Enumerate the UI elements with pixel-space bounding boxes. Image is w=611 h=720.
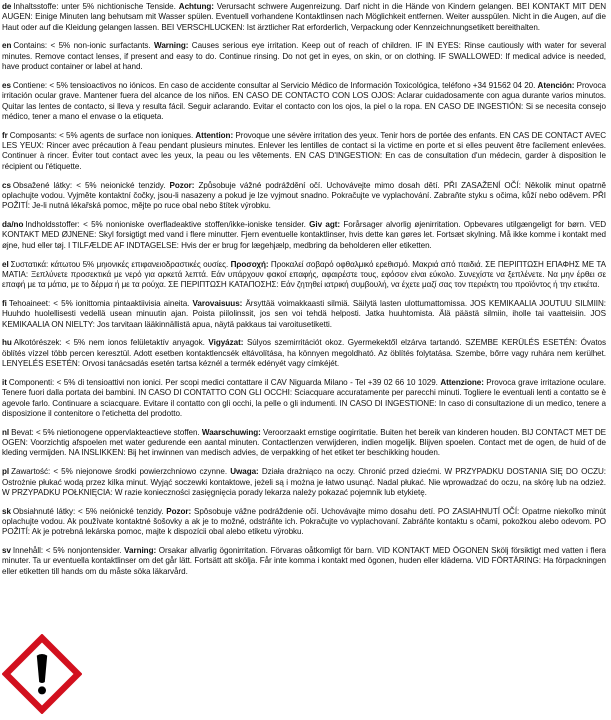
signal-word: Attenzione: xyxy=(440,377,484,387)
section-text: Provoca irritación ocular grave. Mantener fuera del alcance de los niños. EN CASO DE CONTACTO CON LOS OJOS: Aclarar cuidadosamente con agua durante varios minutos. Quitar las lentes de contacto, si lleva y resulta fácil. Seguir aclarando. Evitar el contacto con los ojos, la piel o la ropa. EN CASO DE INGESTIÓN: Si se necesita consejo médico, tener a mano el envase o la etiqueta. xyxy=(2,80,606,121)
signal-word: Attention: xyxy=(195,130,234,140)
section-text: Orsakar allvarlig ögonirritation. Förvaras oåtkomligt för barn. VID KONTAKT MED ÖGONEN Skölj försiktigt med vatten i flera minuter. Ta ur eventuella kontaktlinser om det går lätt. Fortsätt att skölja. Får inte komma i kontakt med ögonen, huden eller kläderna. VID FÖRTÄRING: Ha förpackningen eller etiketten till hands om du måste söka läkarvård. xyxy=(2,546,607,576)
signal-word: Uwaga: xyxy=(230,467,259,477)
language-code: hu xyxy=(2,338,12,348)
section-text: Spôsobuje vážne podráždenie očí. Uchovávajte mimo dosahu detí. PO ZASIAHNUTÍ OČÍ: Opatrne niekoľko minút oplachujte vodou. Ak používate kontaktné šošovky a ak je to možné, odstráňte ich. Pokračujte vo vyplachovaní. Zabráňte kontaktu s očami, pokožkou alebo odevom. PO POŽITÍ: Ak je potrebná lekárska pomoc, majte k dispozícii obal alebo etiketu výrobku. xyxy=(2,506,606,537)
section-sv xyxy=(2,546,606,577)
section-fi xyxy=(2,299,606,330)
language-code: fi xyxy=(2,298,7,308)
section-text: Innehåll: < 5% nonjontensider. xyxy=(12,546,125,556)
section-text: Obsažené látky: < 5% neionické tenzidy. xyxy=(12,180,170,190)
signal-word: Varning: xyxy=(124,546,157,556)
section-text: Componenti: < 5% di tensioattivi non ionici. Per scopi medici contattare il CAV Niguarda Milano - Tel +39 02 66 10 1029. xyxy=(8,377,441,387)
signal-word: Atención: xyxy=(537,80,575,90)
section-el xyxy=(2,260,606,291)
section-text: Działa drażniąco na oczy. Chronić przed dziećmi. W PRZYPADKU DOSTANIA SIĘ DO OCZU: Ostrożnie płukać wodą przez kilka minut. Wyjąć soczewki kontaktowe, jeżeli są i można je łatwo usunąć. Nadal płukać. Nie wprowadzać do oczu, na skórę lub na odzież. W PRZYPADKU POŁKNIĘCIA: W razie konieczności zasięgnięcia porady lekarza należy pokazać pojemnik lub etykietę. xyxy=(2,467,606,497)
section-text: Provoca grave irritazione oculare. Tenere fuori dalla portata dei bambini. IN CASO DI CONTATTO CON GLI OCCHI: Sciacquare accuratamente per parecchi minuti. Togliere le eventuali lenti a contatto se è agevole farlo. Continuare a sciacquare. Evitare il contatto con gli occhi, la pelle o gli indumenti. IN CASO DI INGESTIONE: In caso di consultazione di un medico, tenere a disposizione il contenitore o l'etichetta del prodotto. xyxy=(2,377,606,418)
section-text: Obsiahnuté látky: < 5% neiónické tenzidy. xyxy=(12,506,167,516)
language-code: de xyxy=(2,2,12,11)
section-sk xyxy=(2,507,606,538)
section-da-no xyxy=(2,220,606,251)
signal-word: Giv agt: xyxy=(309,220,341,230)
section-text: Forårsager alvorlig øjenirritation. Opbevares utilgængeligt for børn. VED KONTAKT MED ØJNENE: Skyl forsigtigt med vand i flere minutter. Fjern eventuelle kontaktlinser, hvis dette kan gøres let. Fortsæt skylning. Må ikke komme i kontakt med øjne, hud eller tøj. I TILFÆLDE AF INDTAGELSE: Hvis der er brug for lægehjælp, medbring da beholderen eller etiketten. xyxy=(2,220,607,250)
section-text: Způsobuje vážné podráždění očí. Uchovávejte mimo dosah dětí. PŘI ZASAŽENÍ OČÍ: Několik minut opatrně oplachujte vodou. Vyjměte kontaktní čočky, jsou-li nasazeny a pokud je lze vyjmout snadno. Pokračujte ve vyplachování. Zabraňte styku s očima, kůží nebo oděvem. PŘI POŽITÍ: Je-li nutná lékařská pomoc, mějte po ruce obal nebo štítek výrobku. xyxy=(2,180,606,211)
section-es xyxy=(2,81,606,122)
exclamation-dot xyxy=(38,686,46,694)
section-cs xyxy=(2,181,606,212)
section-text: Προκαλεί σοβαρό οφθαλμικό ερεθισμό. Μακριά από παιδιά. ΣΕ ΠΕΡΙΠΤΩΣΗ ΕΠΑΦΗΣ ΜΕ ΤΑ ΜΑΤΙΑ: Ξεπλύνετε προσεκτικά με νερό για αρκετά λεπτά. Εάν υπάρχουν φακοί επαφής, αφαιρέστε τους, εφόσον είναι εύκολο. Συνεχίστε να ξεπλένετε. Να μην έρθει σε επαφή με τα μάτια, με το δέρμα ή με τα ρούχα. ΣΕ ΠΕΡΙΠΤΩΣΗ ΚΑΤΑΠΟΣΗΣ: Εάν ζητηθεί ιατρική συμβουλή, να έχετε μαζί σας τον περιέκτη του προϊόντος ή την ετικέτα. xyxy=(2,259,606,290)
section-text: Veroorzaakt ernstige oogirritatie. Buiten het bereik van kinderen houden. BIJ CONTACT MET DE OGEN: Voorzichtig afspoelen met water gedurende een aantal minuten. Contactlenzen verwijderen, indien mogelijk. Blijven spoelen. Contact met de ogen, de huid of de kleding vermijden. NA INSLIKKEN: Bij het inwinnen van medisch advies, de verpakking of het etiket ter beschikking houden. xyxy=(2,427,606,458)
language-code: it xyxy=(2,377,7,387)
ghs07-exclamation-mark-icon xyxy=(2,634,82,714)
section-text: Causes serious eye irritation. Keep out of reach of children. IF IN EYES: Rinse cautiously with water for several minutes. Remove contact lenses, if present and easy to do. Continue rinsing. Do not get in eyes, on skin, or on clothing. IF SWALLOWED: If medical advice is needed, have product container or label at hand. xyxy=(2,41,606,72)
section-it xyxy=(2,378,606,419)
section-text: Tehoaineet: < 5% ionittomia pintaaktiivisia aineita. xyxy=(8,298,193,308)
section-text: Zawartość: < 5% niejonowe środki powierzchniowo czynne. xyxy=(11,467,231,477)
language-code: fr xyxy=(2,130,8,140)
signal-word: Vigyázat: xyxy=(208,338,244,348)
signal-word: Προσοχή: xyxy=(230,259,269,269)
section-text: Provoque une sévère irritation des yeux. Tenir hors de portée des enfants. EN CAS DE CONTACT AVEC LES YEUX: Rincer avec précaution à l'eau pendant plusieurs minutes. Enlever les lentilles de contact si la victime en porte et si elles peuvent être facilement enlevées. Continuer à rincer. Éviter tout contact avec les yeux, la peau ou les vêtements. EN CAS D'INGESTION: En cas de consultation d'un médecin, garder à disposition le récipient ou l'étiquette. xyxy=(2,130,606,171)
signal-word: Warning: xyxy=(154,41,189,51)
language-code: es xyxy=(2,80,11,90)
section-fr xyxy=(2,131,606,172)
language-code: cs xyxy=(2,180,11,190)
section-text: Contiene: < 5% tensioactivos no iónicos. En caso de accidente consultar al Servicio Médico de Información Toxicológica, teléfono +34 91562 04 20. xyxy=(12,80,538,90)
signal-word: Waarschuwing: xyxy=(201,427,261,437)
language-code: sk xyxy=(2,506,11,516)
language-code: nl xyxy=(2,427,10,437)
language-code: en xyxy=(2,41,12,51)
section-text: Συστατικά: κάτωτου 5% μηιονικές επιφανειοδραστικές ουσίες. xyxy=(10,259,231,269)
section-text: Bevat: < 5% nietionogene oppervlakteactieve stoffen. xyxy=(11,427,202,437)
section-nl xyxy=(2,428,606,459)
language-code: da/no xyxy=(2,220,24,230)
section-text: Súlyos szemirritációt okoz. Gyermekektől elzárva tartandó. SZEMBE KERÜLÉS ESETÉN: Óvatos öblítés vízzel több percen keresztül. Adott esetben kontaktlencsék eltávolítása, ha könnyen megoldható. Az öblítés folytatása. Szembe, bőrre vagy ruhára nem kerülhet. LENYELÉS ESETÉN: Orvosi tanácsadás esetén tartsa kéznél a termék edényét vagy címkéjét. xyxy=(2,338,606,369)
language-code: pl xyxy=(2,467,10,477)
signal-word: Varovaisuus: xyxy=(192,298,243,308)
section-text: Indholdsstoffer: < 5% nonioniske overfladeaktive stoffen/ikke-ioniske tensider. xyxy=(25,220,310,230)
signal-word: Achtung: xyxy=(178,2,214,11)
section-en xyxy=(2,41,606,72)
section-text: Inhaltsstoffe: unter 5% nichtionische Tenside. xyxy=(13,2,179,11)
language-code: sv xyxy=(2,546,11,556)
section-de xyxy=(2,2,606,33)
section-text: Composants: < 5% agents de surface non ioniques. xyxy=(9,130,196,140)
section-pl xyxy=(2,467,606,498)
section-hu xyxy=(2,338,606,369)
signal-word: Pozor: xyxy=(169,180,195,190)
safety-label-text xyxy=(2,2,606,586)
section-text: Alkotórészek: < 5% nem ionos felületaktív anyagok. xyxy=(13,338,209,348)
section-text: Contains: < 5% non-ionic surfactants. xyxy=(13,41,155,51)
signal-word: Pozor: xyxy=(166,506,192,516)
section-text: Verursacht schwere Augenreizung. Darf nicht in die Hände von Kindern gelangen. BEI KONTAKT MIT DEN AUGEN: Einige Minuten lang behutsam mit Wasser spülen. Eventuell vorhandene Kontaktlinsen nach Möglichkeit entfernen. Weiter ausspülen. Nicht in die Augen, auf die Haut oder auf die Kleidung gelangen lassen. BEI VERSCHLUCKEN: Ist ärztlicher Rat erforderlich, Verpackung oder Kennzeichnungsetikett bereithalten. xyxy=(2,2,607,32)
section-text: Ärsyttää voimakkaasti silmiä. Säilytä lasten ulottumattomissa. JOS KEMIKAALIA JOUTUU SILMIIN: Huuhdo huolellisesti vedellä usean minuutin ajan. Poista piilolinssit, jos sen voi tehdä helposti. Jatka huuhtomista. Älä päästä silmiin, iholle tai vaatteisiin. JOS KEMIKAALIA ON NIELTY: Jos tarvitaan lääkinnällistä apua, näytä pakkaus tai varoitusetiketti. xyxy=(2,298,606,329)
language-code: el xyxy=(2,259,9,269)
